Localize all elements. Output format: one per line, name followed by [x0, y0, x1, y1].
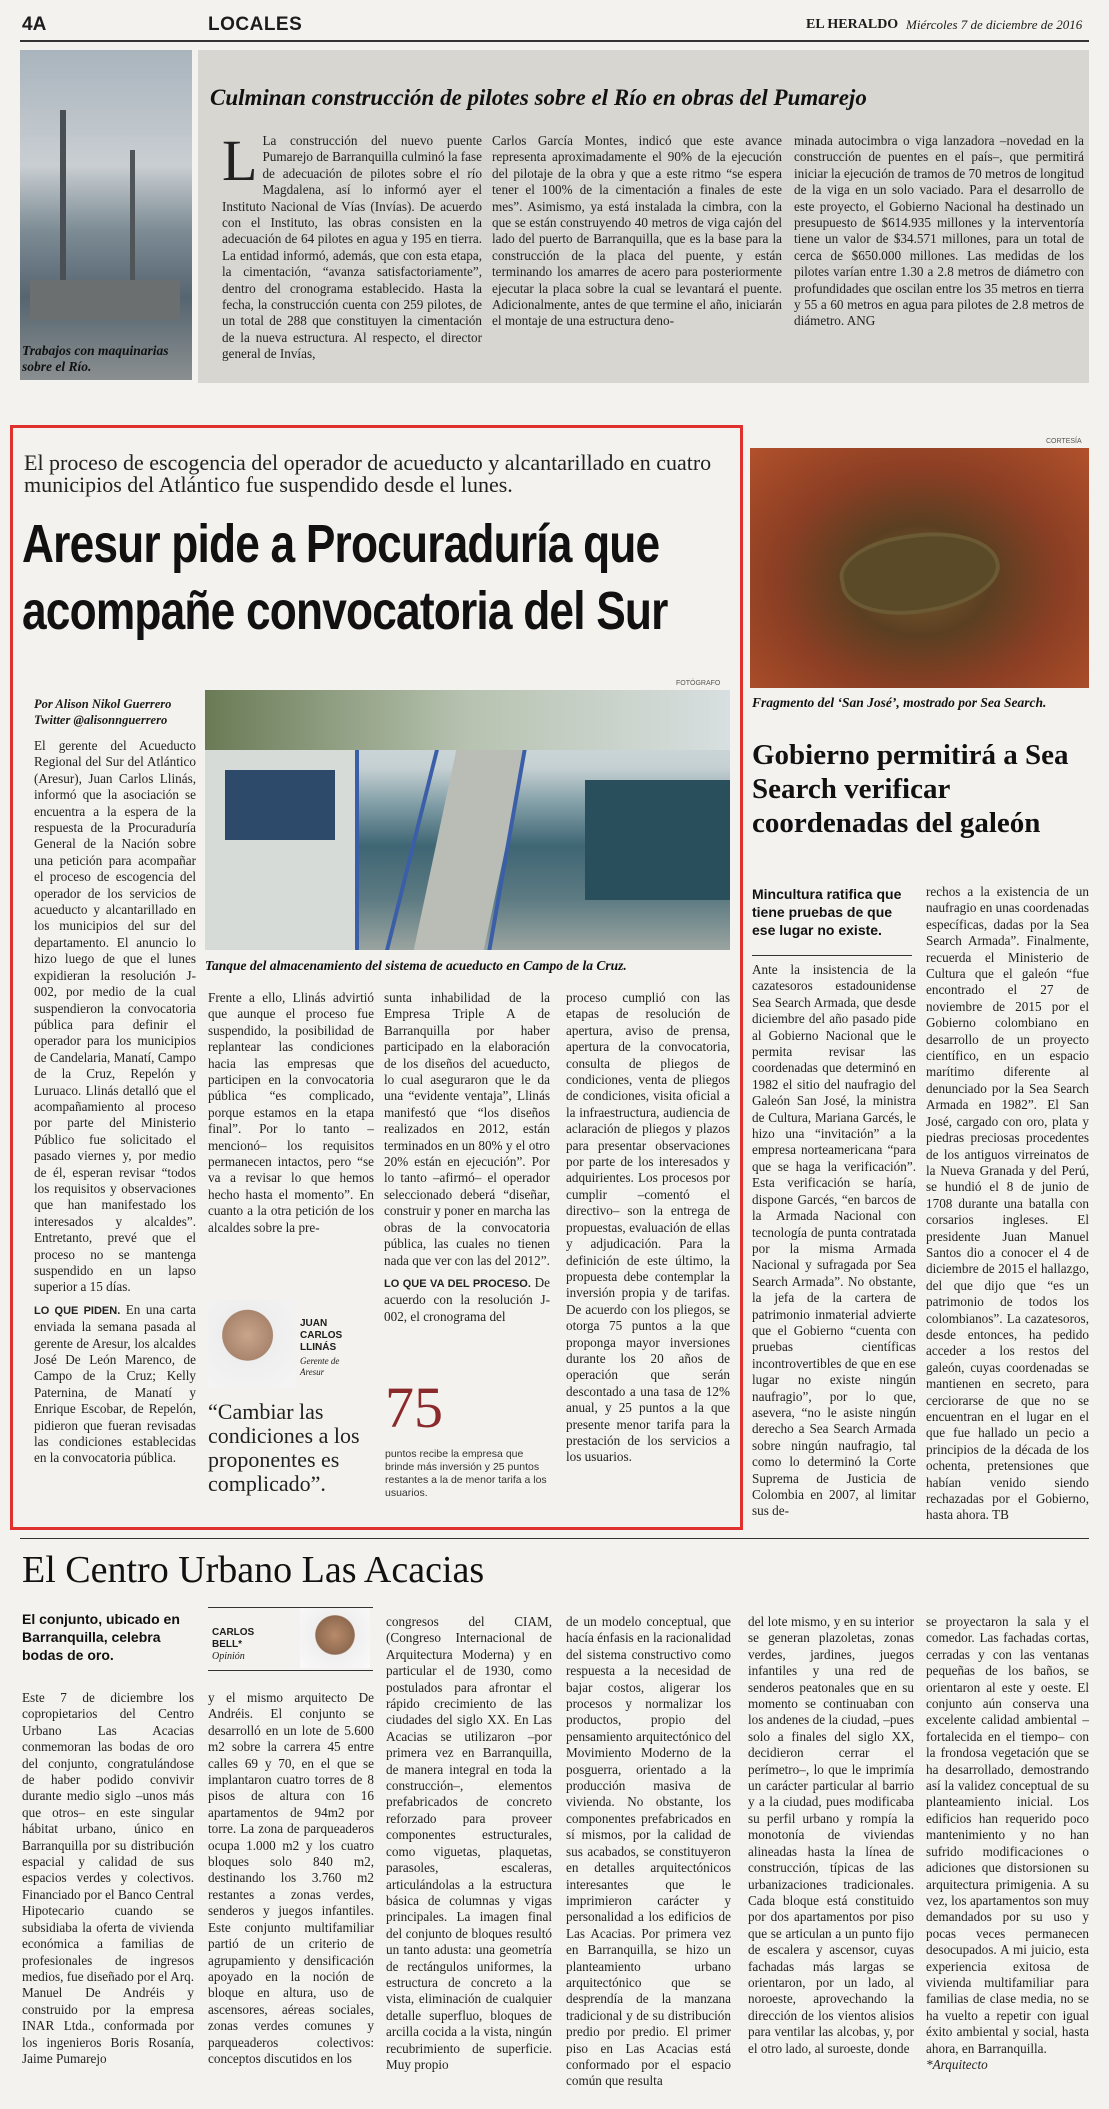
twitter-handle: Twitter @alisonnguerrero: [34, 713, 168, 727]
masthead-date: Miércoles 7 de diciembre de 2016: [906, 17, 1083, 32]
acacias-col3: congresos del CIAM, (Congreso Internacional de Arquitectura Moderna) y en particular el de 1930, como postulados para afrontar el rápido crecimiento de las ciudades del siglo XX. En Las Acacias se utilizaron –por primera vez en Barranquilla, de manera integral en toda la construcción–, elementos prefabricados de concreto reforzado para proveer componentes estructurales, como viguetas, plaquetas, parasoles, escaleras, articulándolas a la estructura básica de columnas y vigas principales. La imagen final del conjunto de bloques resultó un tanto adusta: una geometría de rectángulos uniformes, la estructura de concreto a la vista, eliminación de cualquier detalle superfluo, bloques de arcilla cocida a la vista, ningún recubrimiento de superficie. Muy propio: [386, 1614, 552, 2072]
story1-col2: Carlos García Montes, indicó que este avance representa aproximadamente el 90% de la ejecución del pilotaje de la obra y que a este ritmo “se espera tener el 100% de la cimentación a finales de este mes”. Asimismo, ya está instalada la cimbra, con la que se están construyendo 40 metros de viga cajón del lado del puerto de Barranquilla, que es la base para la construcción de la placa del puente, y están terminando los amarres de acero para posteriormente ejecutar la placa sobre la cual se levantará el puente. Adicionalmente, antes de que termine el año, iniciarán el montaje de una estructura deno-: [492, 133, 782, 329]
author-portrait: [300, 1608, 370, 1668]
acacias-col2: y el mismo arquitecto De Andréis. El conjunto se desarrolló en un lote de 5.600 m2 sobre la carrera 45 entre calles 69 y 70, en el que se implantaron cuatro torres de 8 pisos de altura con 16 apartamentos de 94m2 por torre. La zona de parqueaderos ocupa 1.000 m2 y los cuatro bloques solo 840 m2, destinando los 3.760 m2 restantes a zonas verdes, senderos y juegos infantiles. Este conjunto multifamiliar partió de un criterio de agrupamiento y densificación apoyado en la noción de bloque en altura, uso de ascensores, aéreas sociales, zonas verdes comunes y parqueaderos colectivos: conceptos discutidos en los: [208, 1690, 374, 2066]
galleon-fragment-photo: [750, 448, 1089, 688]
author-first-name: CARLOS: [212, 1627, 255, 1638]
acacias-col6-text: se proyectaron la sala y el comedor. Las fachadas cortas, cerradas y con las ventanas pequeñas de los baños, se orientaron al este y oeste. El conjunto aún conserva una excelente calidad ambiental –fortalecida en el tiempo– con la frondosa vegetación que se ha desarrollado, demostrando así la validez conceptual de su planteamiento inicial. Los edificios han requerido poco mantenimiento y no han sufrido modificaciones o adiciones que distorsionen su arquitectura primigenia. A su vez, los apartamentos son muy demandados por su uso y pocas veces permanecen desocupados. A mi juicio, esta experiencia exitosa de vivienda multifamiliar para familias de clase media, no se ha vuelto a repetir con igual éxito ambiental y social, hasta ahora, en Barranquilla.: [926, 1614, 1089, 2056]
quote-role-2: Aresur: [300, 1367, 325, 1377]
author-opinion-label: Opinión: [212, 1651, 245, 1662]
quote-name-3: LLINÁS: [300, 1342, 337, 1353]
lo-que-va-label: LO QUE VA DEL PROCESO.: [384, 1277, 531, 1290]
photo-credit: FOTÓGRAFO: [676, 680, 721, 687]
acacias-headline: El Centro Urbano Las Acacias: [22, 1549, 485, 1591]
aresur-col3-text: sunta inhabilidad de la Empresa Triple A de Barranquilla por haber participado en la elaboración de los diseños del acueducto, lo cual aseguraron que le da una “evidente ventaja”, Llinás manifestó que “los diseños realizados en 2012, están terminados en un 80% y el otro 20% están en ejecución”. Por lo tanto –afirmó– el operador seleccionado deberá “diseñar, construir y poner en marcha las obras de la convocatoria pública, las cuales no tienen nada que ver con las del 2012”.: [384, 990, 550, 1268]
story1-col1: L La construcción del nuevo puente Pumarejo de Barranquilla culminó la fase de adecuación de pilotes sobre el río Magdalena, así lo informó ayer el Instituto Nacional de Vías (Invías). De acuerdo con el Instituto, las obras consisten en la adecuación de 64 pilotes en agua y 195 en tierra. La entidad informó, además, que con esta etapa, la cimentación, “avanza satisfactoriamente”, dentro del cronograma establecido. Hasta la fecha, la construcción cuenta con 259 pilotes, de un total de 288 que constituyen la cimentación de la nueva estructura. Al respecto, el director general de Invías,: [222, 128, 482, 362]
aresur-col1-text: El gerente del Acueducto Regional del Sur del Atlántico (Aresur), Juan Carlos Llinás, informó que la asociación se encuentra a la espera de la respuesta de la Procuraduría General de la Nación sobre una petición para acompañar el proceso de escogencia del operador de los servicios de acueducto y alcantarillado en los municipios del sur del departamento. El anuncio lo hizo luego de que el lunes expidieran la resolución J-002, por medio de la cual suspendieron la convocatoria pública para definir el operador para los municipios de Candelaria, Manatí, Campo de la Cruz, Repelón y Luruaco. Llinás detalló que el acompañamiento al proceso por parte del Ministerio Público fue solicitado el pasado viernes y, por medio de él, esperan revisar “todos los requisitos y observaciones que han manifestado los interesados y alcaldes”. Entretanto, prevé que el proceso no se mantenga suspendido en un lapso superior a 15 días.: [34, 738, 196, 1295]
water-tank-caption: Tanque del almacenamiento del sistema de acueducto en Campo de la Cruz.: [205, 958, 627, 973]
galleon-photo-caption: Fragmento del ‘San José’, mostrado por Sea Search.: [752, 695, 1047, 710]
water-tank-photo: [205, 690, 730, 950]
acacias-col4: de un modelo conceptual, que hacía énfasis en la racionalidad del sistema constructivo como respuesta a la necesidad de bajar costos, aligerar los procesos y normalizar los productos, propio del pensamiento arquitectónico del Movimiento Moderno de la posguerra, orientado a la producción masiva de vivienda. No obstante, los componentes prefabricados en sí mismos, por la calidad de sus acabados, se constituyeron en detalles arquitectónicos interesantes que le imprimieron carácter y personalidad a los edificios de Las Acacias. Por primera vez en Barranquilla, se hizo un planteamiento urbano arquitectónico que se desprendía de la manzana tradicional y de su distribución predio por predio. El primer piso en Las Acacias está conformado por el espacio común que resulta: [566, 1614, 731, 2089]
galleon-subhead: Mincultura ratifica que tiene pruebas de que ese lugar no existe.: [752, 886, 902, 938]
header-rule: [20, 40, 1089, 42]
masthead-paper: EL HERALDO: [806, 17, 899, 32]
river-works-photo: [20, 50, 192, 380]
quote-name-1: JUAN: [300, 1318, 328, 1329]
aresur-col4: proceso cumplió con las etapas de resolución de apertura, aviso de prensa, apertura de la convocatoria, consulta de pliegos de condiciones, venta de pliegos de condiciones, visita oficial a la infraestructura, audiencia de aclaración de pliegos y plazos para presentar observaciones por parte de los interesados y adquirientes. Los procesos por cumplir –comentó el directivo– son la entrega de propuestas, evaluación de ellas y adjudicación. Para la definición de este último, la propuesta debe contemplar la inversión propia y de tarifas. De acuerdo con los pliegos, se otorga 75 puntos a la que proponga mayor inversiones durante los 20 años de operación que serán descontado a una tasa de 12% anual, y 25 puntos a la que presente menor tarifa para la prestación de los servicios a los usuarios.: [566, 990, 730, 1465]
subhead-rule: [752, 955, 912, 956]
author-footnote: *Arquitecto: [926, 2056, 988, 2072]
river-photo-caption: Trabajos con maquinarias sobre el Río.: [22, 343, 169, 374]
llinas-portrait: [208, 1300, 296, 1388]
lo-que-piden-para: [34, 1302, 196, 1467]
quote-name-2: CARLOS: [300, 1330, 343, 1341]
byline: Por Alison Nikol Guerrero: [34, 697, 172, 711]
pull-quote: “Cambiar las condiciones a los proponentes es complicado”.: [208, 1399, 360, 1496]
aresur-kicker: El proceso de escogencia del operador de acueducto y alcantarillado en cuatro municipios del Atlántico fue suspendido desde el lunes.: [24, 450, 712, 497]
bottom-section-rule: [20, 1538, 1089, 1539]
galleon-col1: Ante la insistencia de la cazatesoros estadounidense Sea Search Armada, que desde diciembre del año pasado pide al Gobierno Nacional que le permita revisar las coordenadas que determinó en 1982 el sitio del naufragio del Galeón San José, la ministra de Cultura, Mariana Garcés, le hizo una “invitación” a la empresa norteamericana “para que se haga la verificación”. Esta verificación se haría, dispone Garcés, “en barcos de la Armada Nacional con tecnología de punta contratada por la misma Armada Nacional y sufragada por Sea Search Armada”. No obstante, la jefa de la cartera de patrimonio inmaterial advierte que el Gobierno “cuenta con pruebas científicas incontrovertibles de que en ese lugar no existe ningún naufragio”, por lo que, asevera, “no le asiste ningún derecho a Sea Search Armada sobre ningún naufragio, tal como lo determinó la Corte Suprema de Justicia de Colombia en 2007, al limitar sus de-: [752, 962, 916, 1519]
lo-que-piden-label: LO QUE PIDEN.: [34, 1304, 121, 1317]
aresur-col1: [34, 738, 196, 1508]
story1-title: Culminan construcción de pilotes sobre el Río en obras del Pumarejo: [210, 85, 867, 110]
aresur-col2: Frente a ello, Llinás advirtió que aunque el proceso fue suspendido, la posibilidad de replantear las condiciones hacia las empresas que participen en la convocatoria pública “es complicado, porque estamos en la etapa final”. Por lo tanto –mencionó– los requisitos permanecen intactos, pero “se va a revisar lo que hemos hecho hasta el momento”. En cuanto a la otra petición de los alcaldes sobre la pre-: [208, 990, 374, 1235]
stat-number: 75: [385, 1375, 443, 1440]
aresur-headline-line1: Aresur pide a Procuraduría que: [22, 514, 660, 574]
lo-que-va-text: De acuerdo con la resolución J-002, el cronograma del: [384, 1274, 551, 1324]
quote-role-1: Gerente de: [300, 1356, 340, 1366]
drop-cap: L: [222, 128, 258, 193]
lo-que-va-para: [384, 1275, 550, 1325]
story1-col3: minada autocimbra o viga lanzadora –novedad en la construcción de puentes en el país–, que permitirá iniciar la ejecución de tramos de 70 metros de longitud de la viga en un solo vaciado. Para el desarrollo de este proyecto, el Gobierno Nacional ha destinado un presupuesto de $614.935 millones y la interventoría tiene un valor de $34.571 millones, para un total de cerca de $650.000 millones. Las medidas de los pilotes varían entre 1.30 a 2.8 metros de diámetro con profundidades que oscilan entre los 35 metros en tierra y 55 a 60 metros en agua para pilotes de 2.8 metros de diámetro. ANG: [794, 133, 1084, 329]
page-number: 4A: [22, 14, 47, 35]
acacias-col5: del lote mismo, y en su interior se generan plazoletas, zonas verdes, jardines, juegos infantiles y una red de senderos peatonales que en su momento se continuaban con los andenes de la ciudad, –pues solo a finales del siglo XX, decidieron cerrar el perímetro–, lo que le imprimía un carácter particular al barrio y a la ciudad, pues modificaba su perfil urbano y rompía la monotonía de viviendas alineadas hasta la línea de construcción, típicas de las urbanizaciones tradicionales. Cada bloque está constituido por dos apartamentos por piso que se articulan a un punto fijo de escalera y ascensor, cuyas fachadas más largas se orientaron, por un lado, al noroeste, aprovechando la dirección de los vientos alisios para ventilar las alcobas, y, por el otro lado, al suroeste, donde: [748, 1614, 914, 2056]
galleon-headline: Gobierno permitirá a Sea Search verificar coordenadas del galeón: [752, 739, 1069, 839]
acacias-subhead: El conjunto, ubicado en Barranquilla, celebra bodas de oro.: [22, 1611, 180, 1663]
lo-que-piden-text: En una carta enviada la semana pasada al gerente de Aresur, los alcaldes José De León Marenco, de Campo de la Cruz; Kelly Paternina, de Manatí y Enrique Escobar, de Repelón, pidieron que fueran revisadas las condiciones establecidas en la convocatoria pública.: [34, 1301, 197, 1466]
author-last-name: BELL*: [212, 1639, 242, 1650]
aresur-col3: [384, 990, 550, 1335]
stat-text: puntos recibe la empresa que brinde más inversión y 25 puntos restantes a la de menor tarifa a los usuarios.: [385, 1448, 547, 1499]
galleon-col2: rechos a la existencia de un naufragio en unas coordenadas específicas, dadas por la Sea Search Armada”. Finalmente, recuerda el Ministerio de Cultura que el galeón “fue encontrado el 27 de noviembre de 2015 por el Gobierno colombiano en desarrollo de un proyecto científico, en un espacio marítimo diferente al denunciado por la Sea Search Armada en 1982”. El San José, cargado con oro, plata y piedras preciosas procedentes de los antiguos virreinatos de la Nueva Granada y del Perú, se hundió el 8 de junio de 1708 durante una batalla con corsarios ingleses. El presidente Juan Manuel Santos dio a conocer el 4 de diciembre de 2015 el hallazgo, del que dijo que “es un patrimonio de todos los colombianos”. La cazatesoros, desde entonces, ha pedido acceder a los restos del galeón, cuyas coordenadas se mantienen en secreto, para cerciorarse de que no se encuentran en el lugar en el que fue hallado un pecio a principios de la década de los ochenta, pretensiones que habían venido siendo rechazadas por el Gobierno, hasta ahora. TB: [926, 884, 1089, 1523]
section-label: LOCALES: [208, 14, 303, 35]
acacias-col1: Este 7 de diciembre los copropietarios del Centro Urbano Las Acacias conmemoran las bodas de oro del conjunto, congratulándose de haber podido convivir durante medio siglo –unos más que otros– en este singular hábitat urbano, único en Barranquilla por su distribución espacial y calidad de sus espacios verdes y colectivos. Financiado por el Banco Central Hipotecario cuando se subsidiaba la oferta de vivienda económica a familias de profesionales de ingresos medios, fue diseñado por el Arq. Manuel De Andréis y construido por la empresa INAR Ltda., conformada por los ingenieros Boris Rosanía, Jaime Pumarejo: [22, 1690, 194, 2066]
cortesia-credit: CORTESÍA: [1046, 438, 1082, 445]
aresur-headline-line2: acompañe convocatoria del Sur: [22, 581, 668, 641]
acacias-col6: [926, 1614, 1089, 2090]
